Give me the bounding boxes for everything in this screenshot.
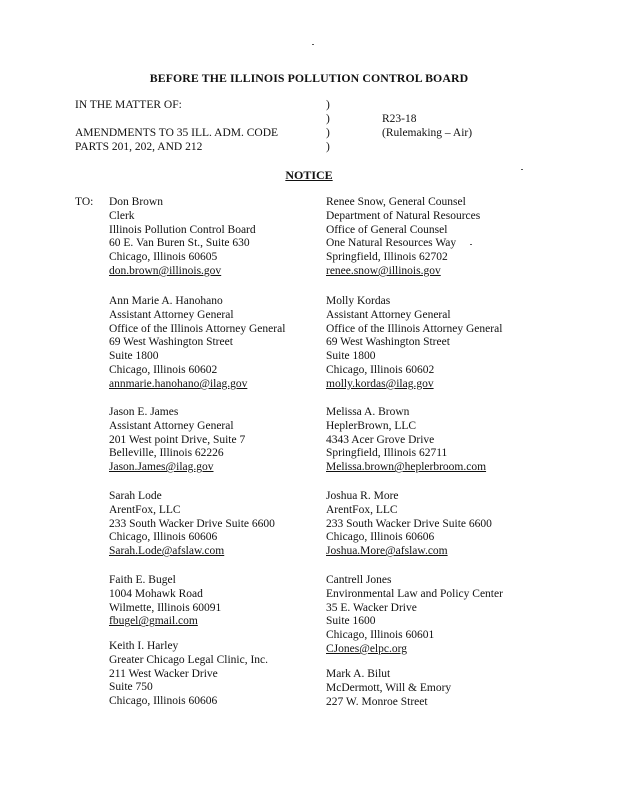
caption-right bbox=[382, 112, 472, 140]
address-line: Greater Chicago Legal Clinic, Inc. bbox=[109, 653, 269, 666]
address-line: 35 E. Wacker Drive bbox=[326, 601, 417, 614]
address-line: HeplerBrown, LLC bbox=[326, 419, 417, 432]
address-line: Environmental Law and Policy Center bbox=[326, 587, 503, 600]
email-link[interactable]: fbugel@gmail.com bbox=[109, 615, 198, 628]
address-line: Assistant Attorney General bbox=[109, 419, 234, 432]
caption-line bbox=[75, 112, 278, 126]
address-block bbox=[109, 406, 245, 475]
address-line: Chicago, Illinois 60606 bbox=[326, 531, 435, 544]
address-line: Chicago, Illinois 60606 bbox=[109, 695, 218, 708]
notice-heading: NOTICE bbox=[285, 168, 333, 182]
address-block bbox=[109, 574, 221, 629]
email-link[interactable]: Melissa.brown@heplerbroom.com bbox=[326, 461, 487, 474]
contact-name: Renee Snow, General Counsel bbox=[326, 196, 466, 208]
address-line: ArentFox, LLC bbox=[109, 503, 181, 516]
email-link[interactable]: Sarah.Lode@afslaw.com bbox=[109, 545, 225, 558]
caption-paren: ) bbox=[326, 127, 330, 139]
address-line: Chicago, Illinois 60606 bbox=[109, 531, 218, 544]
address-line: Department of Natural Resources bbox=[326, 209, 481, 222]
address-line: 60 E. Van Buren St., Suite 630 bbox=[109, 237, 250, 250]
caption-line: AMENDMENTS TO 35 ILL. ADM. CODE bbox=[75, 127, 279, 139]
caption-parens bbox=[326, 98, 330, 154]
address-line: Suite 1800 bbox=[109, 350, 159, 363]
address-block bbox=[109, 295, 285, 392]
contact-name: Ann Marie A. Hanohano bbox=[109, 295, 223, 307]
address-line: 1004 Mohawk Road bbox=[109, 587, 203, 600]
email-link[interactable]: Jason.James@ilag.gov bbox=[109, 461, 214, 474]
document-title: BEFORE THE ILLINOIS POLLUTION CONTROL BOARD bbox=[149, 71, 469, 85]
address-line: Office of General Counsel bbox=[326, 223, 448, 236]
caption-line: PARTS 201, 202, AND 212 bbox=[75, 141, 203, 153]
address-line: Office of the Illinois Attorney General bbox=[326, 322, 503, 335]
email-link[interactable]: annmarie.hanohano@ilag.gov bbox=[109, 377, 248, 390]
address-line: 4343 Acer Grove Drive bbox=[326, 433, 435, 446]
contact-name: Faith E. Bugel bbox=[109, 574, 176, 586]
caption-paren: ) bbox=[326, 99, 330, 111]
address-block bbox=[326, 668, 451, 709]
contact-name: Jason E. James bbox=[109, 406, 179, 418]
address-line: Assistant Attorney General bbox=[326, 308, 451, 321]
address-block bbox=[109, 640, 268, 709]
address-line: McDermott, Will & Emory bbox=[326, 681, 452, 694]
address-line: 211 West Wacker Drive bbox=[109, 667, 218, 680]
caption-left bbox=[75, 98, 278, 154]
address-line: Office of the Illinois Attorney General bbox=[109, 322, 286, 335]
contact-name: Joshua R. More bbox=[326, 490, 399, 502]
address-line: 233 South Wacker Drive Suite 6600 bbox=[109, 517, 275, 530]
contact-name: Keith I. Harley bbox=[109, 640, 179, 652]
contact-name: Don Brown bbox=[109, 196, 163, 208]
address-line: Wilmette, Illinois 60091 bbox=[109, 601, 222, 614]
address-line: Chicago, Illinois 60605 bbox=[109, 251, 218, 264]
address-line: One Natural Resources Way bbox=[326, 237, 457, 250]
address-line: 201 West point Drive, Suite 7 bbox=[109, 433, 246, 446]
email-link[interactable]: renee.snow@illinois.gov bbox=[326, 264, 441, 277]
address-line: 69 West Washington Street bbox=[109, 336, 233, 349]
caption-line: IN THE MATTER OF: bbox=[75, 99, 182, 111]
address-block bbox=[326, 490, 492, 559]
email-link[interactable]: CJones@elpc.org bbox=[326, 642, 407, 655]
caption-paren: ) bbox=[326, 141, 330, 153]
address-line: Suite 1800 bbox=[326, 350, 376, 363]
address-block bbox=[109, 490, 275, 559]
caption-paren: ) bbox=[326, 113, 330, 125]
email-link[interactable]: don.brown@illinois.gov bbox=[109, 264, 222, 277]
address-block bbox=[326, 196, 480, 279]
address-line: Suite 750 bbox=[109, 681, 153, 694]
address-line: Clerk bbox=[109, 209, 135, 222]
address-line: 227 W. Monroe Street bbox=[326, 695, 428, 708]
address-line: 69 West Washington Street bbox=[326, 336, 450, 349]
address-line: ArentFox, LLC bbox=[326, 503, 398, 516]
address-line: Suite 1600 bbox=[326, 615, 376, 628]
contact-name: Cantrell Jones bbox=[326, 574, 392, 586]
to-label: TO: bbox=[75, 196, 94, 208]
contact-name: Sarah Lode bbox=[109, 490, 162, 502]
address-line: 233 South Wacker Drive Suite 6600 bbox=[326, 517, 492, 530]
address-line: Belleville, Illinois 62226 bbox=[109, 447, 224, 460]
address-line: Illinois Pollution Control Board bbox=[109, 223, 256, 236]
email-link[interactable]: Joshua.More@afslaw.com bbox=[326, 545, 448, 558]
address-block bbox=[326, 406, 486, 475]
email-link[interactable]: molly.kordas@ilag.gov bbox=[326, 377, 434, 390]
address-line: Chicago, Illinois 60601 bbox=[326, 629, 435, 642]
contact-name: Molly Kordas bbox=[326, 295, 391, 307]
address-block bbox=[326, 574, 503, 657]
address-line: Springfield, Illinois 62702 bbox=[326, 251, 448, 264]
scan-speck bbox=[312, 44, 314, 45]
address-line: Chicago, Illinois 60602 bbox=[326, 363, 435, 376]
contact-name: Melissa A. Brown bbox=[326, 406, 410, 418]
docket-number: R23-18 bbox=[382, 113, 417, 125]
rulemaking-type: (Rulemaking – Air) bbox=[382, 127, 473, 139]
address-line: Assistant Attorney General bbox=[109, 308, 234, 321]
address-block bbox=[326, 295, 502, 392]
address-line: Springfield, Illinois 62711 bbox=[326, 447, 448, 460]
address-line: Chicago, Illinois 60602 bbox=[109, 363, 218, 376]
contact-name: Mark A. Bilut bbox=[326, 668, 391, 680]
address-block bbox=[109, 196, 256, 279]
